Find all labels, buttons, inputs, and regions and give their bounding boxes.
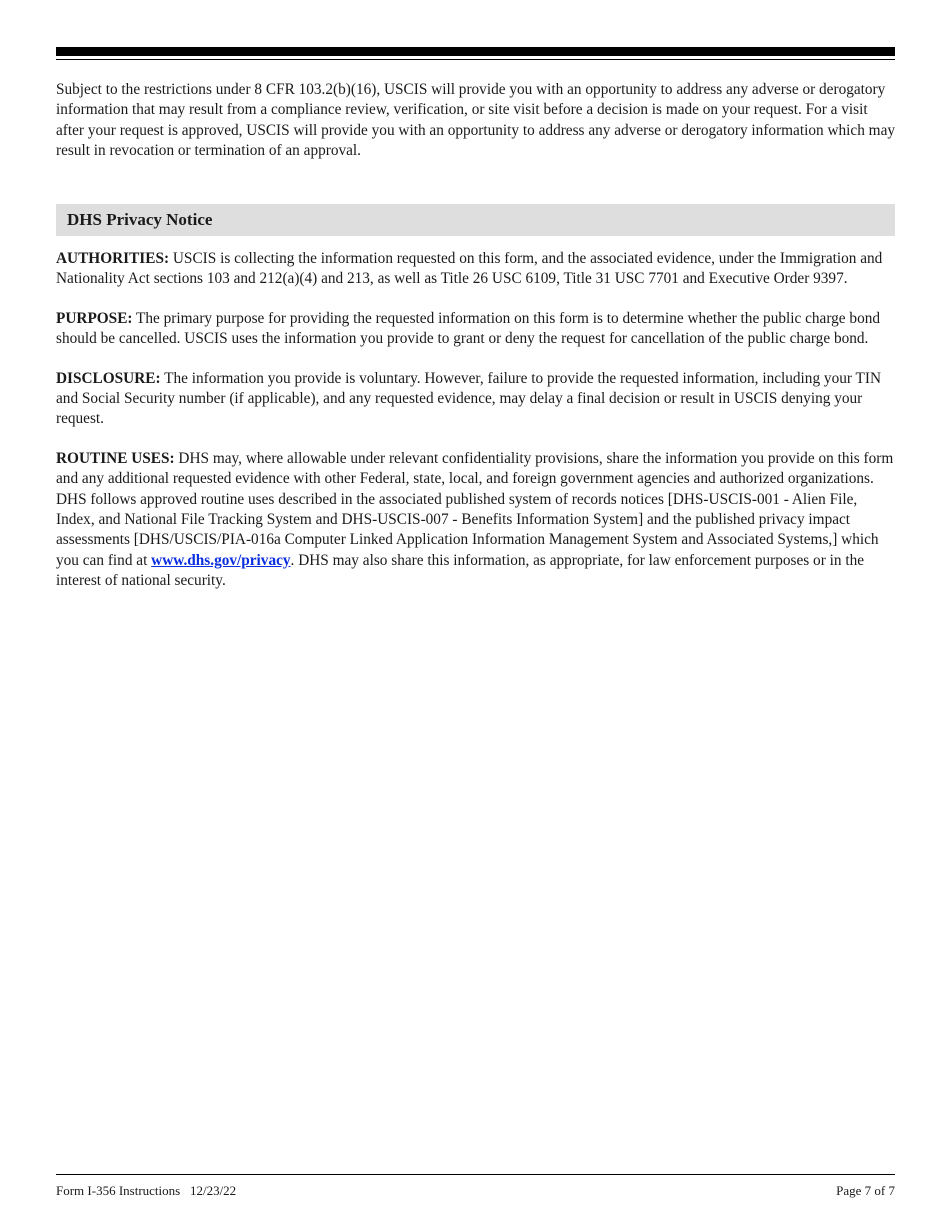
intro-section — [56, 80, 895, 162]
section-heading-privacy: DHS Privacy Notice — [56, 204, 895, 236]
authorities-text: USCIS is collecting the information requested on this form, and the associated evidence, under the Immigration and Nationality Act sections 103 and 212(a)(4) and 213, as well as Title 26 USC 6109, Title 31 USC 7701 and Executive Order 9397. — [56, 250, 883, 288]
header-thick-rule — [56, 47, 895, 56]
routine-uses-text-end: . DHS may also share this information, as appropriate, for law enforcement purposes or in the interest of national security. — [56, 551, 865, 590]
purpose-text: The primary purpose for providing the requested information on this form is to determine whether the public charge bond should be cancelled. USCIS uses the information you provide to grant or deny the request for cancellation of the public charge bond. — [56, 309, 881, 348]
disclosure-paragraph — [56, 369, 895, 430]
authorities-paragraph — [56, 249, 895, 290]
purpose-label: PURPOSE: — [56, 309, 133, 327]
purpose-paragraph — [56, 309, 895, 350]
disclosure-text: The information you provide is voluntary. However, failure to provide the requested information, including your TIN and Social Security number (if applicable), and any requested evidence, may delay a final decision or result in USCIS denying your request. — [56, 369, 881, 428]
privacy-notice-body — [56, 249, 895, 611]
footer-rule — [56, 1174, 895, 1175]
disclosure-label: DISCLOSURE: — [56, 369, 161, 387]
header-thin-rule — [56, 59, 895, 60]
dhs-privacy-link[interactable]: www.dhs.gov/privacy — [151, 551, 291, 569]
routine-uses-text: DHS may, where allowable under relevant confidentiality provisions, share the information you provide on this form and any additional requested evidence with other Federal, state, local, and foreign government agencies and authorized organizations. DHS follows approved routine uses described in the associated published system of records notices [DHS-USCIS-001 - Alien File, Index, and National File Tracking System and DHS-USCIS-007 - Benefits Information System] and the published privacy impact assessments [DHS/USCIS/PIA-016a Computer Linked Application Information Management System and Associated Systems,] which you can find at — [56, 449, 894, 569]
intro-paragraph: Subject to the restrictions under 8 CFR 103.2(b)(16), USCIS will provide you with an opportunity to address any adverse or derogatory information that may result from a compliance review, verification, or site visit before a decision is made on your request. For a visit after your request is approved, USCIS will provide you with an opportunity to address any adverse or derogatory information which may result in revocation or termination of an approval. — [56, 81, 896, 160]
routine-uses-label: ROUTINE USES: — [56, 449, 175, 467]
authorities-label: AUTHORITIES: — [56, 250, 170, 267]
form-edition: Form I-356 Instructions 12/23/22 — [56, 1183, 237, 1198]
page-number: Page 7 of 7 — [836, 1183, 895, 1198]
routine-uses-paragraph — [56, 449, 895, 592]
